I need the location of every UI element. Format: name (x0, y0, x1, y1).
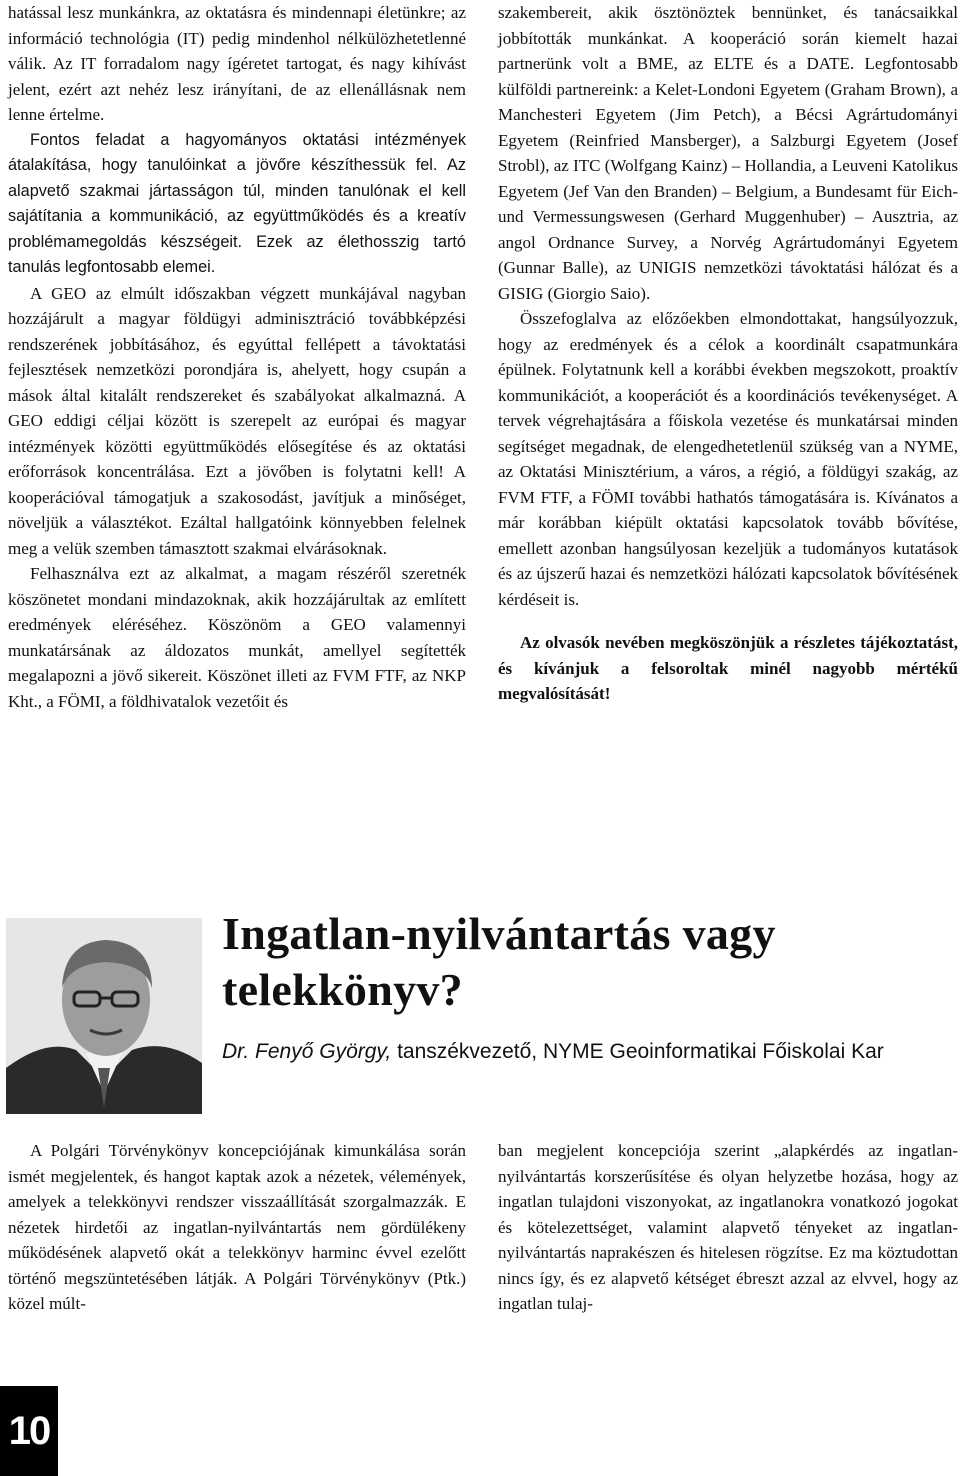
paragraph: A Polgári Törvénykönyv koncepciójának kimunkálása során ismét megjelentek, és hangot kaptak azok a nézetek, vélemények, amelyek a telekkönyvi rendszer visszaállítását szorgalmazzák. E nézetek hirdetői az ingatlan-nyilvántartás nem gördülékeny működésének alapvető okát a telekkönyv harminc évvel ezelőtt történő megszüntetésében látják. A Polgári Törvénykönyv (Ptk.) közel múlt- (8, 1141, 466, 1313)
paragraph: ban megjelent koncepciója szerint „alapkérdés az ingatlan-nyilvántartás korszerűsítése és olyan helyzetbe hozása, hogy az ingatlan tulajdoni viszonyokat, az ingatlanokra vonatkozó jogokat és kötelezettséget, valamint alapvető tényeket az ingatlan-nyilvántartás naprakészen és hitelesen rögzítse. Ez ma köztudottan nincs így, és ez alapvető kétséget ébreszt azzal az elvvel, hogy az ingatlan tulaj- (498, 1141, 958, 1313)
article-right-column (498, 1138, 958, 1317)
paragraph-sans: Fontos feladat a hagyományos oktatási intézmények átalakítása, hogy tanulóinkat a jövőre készíthessük fel. Az alapvető szakmai jártasságon túl, minden tanulónak el kell sajátítania a kommunikáció, az együttműködés és a kreatív problémamegoldás készségeit. Ezek az élethosszig tartó tanulás legfontosabb elemei. (8, 130, 466, 276)
paragraph: Összefoglalva az előzőekben elmondottakat, hangsúlyozzuk, hogy az eredmények és a célok a koordinált csapatmunkára épülnek. Folytatnunk kell a korábbi években megszokott, proaktív kommunikációt, a kooperációt és a koordinációs tevékenységet. A tervek végrehajtására a főiskola vezetése és munkatársai minden segítséget megadnak, de elengedhetetlenül szükség van a NYME, az Oktatási Minisztérium, a város, a régió, a földügyi szakág, az FVM FTF, a FÖMI további hathatós támogatására is. Kívánatos a már korábban kiépült oktatási kapcsolatok tovább bővítése, emellett azonban hangsúlyosan kezeljük a tudományos kutatások és az újszerű hazai és nemzetközi hálózati kapcsolatok bővítésének kérdéseit is. (498, 309, 958, 609)
article-left-column (8, 1138, 466, 1317)
portrait-image (6, 918, 202, 1114)
closing-statement: Az olvasók nevében megköszönjük a részletes tájékoztatást, és kívánjuk a felsoroltak minél nagyobb mértékű megvalósítását! (498, 633, 958, 703)
top-right-column (498, 0, 958, 707)
paragraph: A GEO az elmúlt időszakban végzett munkájával nagyban hozzájárult a magyar földügyi adminisztráció továbbképzési rendszerének jobbításához, és egyúttal fellépett a távoktatási fejlesztések nemzetközi porondjára is, ahelyett, hogy csupán a mások által kitalált rendszereket és szabályokat alkalmazná. A GEO eddigi céljai között is szerepelt az európai és magyar intézmények közötti együttműködés elősegítése és az oktatási erőforrások koncentrálása. Ezt a jövőben is folytatni kell! A kooperációval támogatjuk a szakosodást, javítjuk a minőséget, növeljük a választékot. Ezáltal hallgatóink könnyebben felelnek meg a velük szemben támasztott szakmai elvárásoknak. (8, 283, 466, 558)
author-photo (6, 918, 202, 1114)
article-title: Ingatlan-nyilvántartás vagy telekkönyv? (222, 908, 776, 1015)
top-left-column (8, 0, 466, 714)
paragraph: hatással lesz munkánkra, az oktatásra és mindennapi életünkre; az információ technológia (IT) pedig mindenhol nélkülözhetetlenné válik. Az IT forradalom nagy ígéretet tartogat, és nagy kihívást jelent, ezért azt nehéz lesz irányítani, de az ellenállásnak nem lenne értelme. (8, 3, 466, 124)
byline (222, 1036, 922, 1068)
paragraph: szakembereit, akik ösztönöztek bennünket, és tanácsaikkal jobbították munkánkat. A kooperáció során kiemelt hazai partnerünk volt a BME, az ELTE és a DATE. Legfontosabb külföldi partnereink: a Kelet-Londoni Egyetem (Graham Brown), a Manchesteri Egyetem (Jim Petch), a Bécsi Agrártudományi Egyetem (Reinfried Mansberger), a Salzburgi Egyetem (Josef Strobl), az ITC (Wolfgang Kainz) – Hollandia, a Leuveni Katolikus Egyetem (Jef Van den Branden) – Belgium, a Bundesamt für Eich- und Vermessungswesen (Gerhard Muggenhuber) – Ausztria, az angol Ordnance Survey, a Norvég Agrártudományi Egyetem (Gunnar Balle), az UNIGIS nemzetközi távoktatási hálózat és a GISIG (Giorgio Saio). (498, 3, 958, 303)
author-affiliation: tanszékvezető, NYME Geoinformatikai Főiskolai Kar (397, 1040, 884, 1063)
author-name: Dr. Fenyő György, (222, 1040, 392, 1063)
paragraph: Felhasználva ezt az alkalmat, a magam részéről szeretnék köszönetet mondani mindazoknak, akik hozzájárultak az említett eredmények eléréséhez. Köszönöm a GEO valamennyi munkatársának az áldozatos munkát, amellyel segítették megalapozni a jövő sikereit. Köszönet illeti az FVM FTF, az NKP Kht., a FÖMI, a földhivatalok vezetőit és (8, 564, 466, 711)
page-number: 10 (0, 1386, 58, 1476)
